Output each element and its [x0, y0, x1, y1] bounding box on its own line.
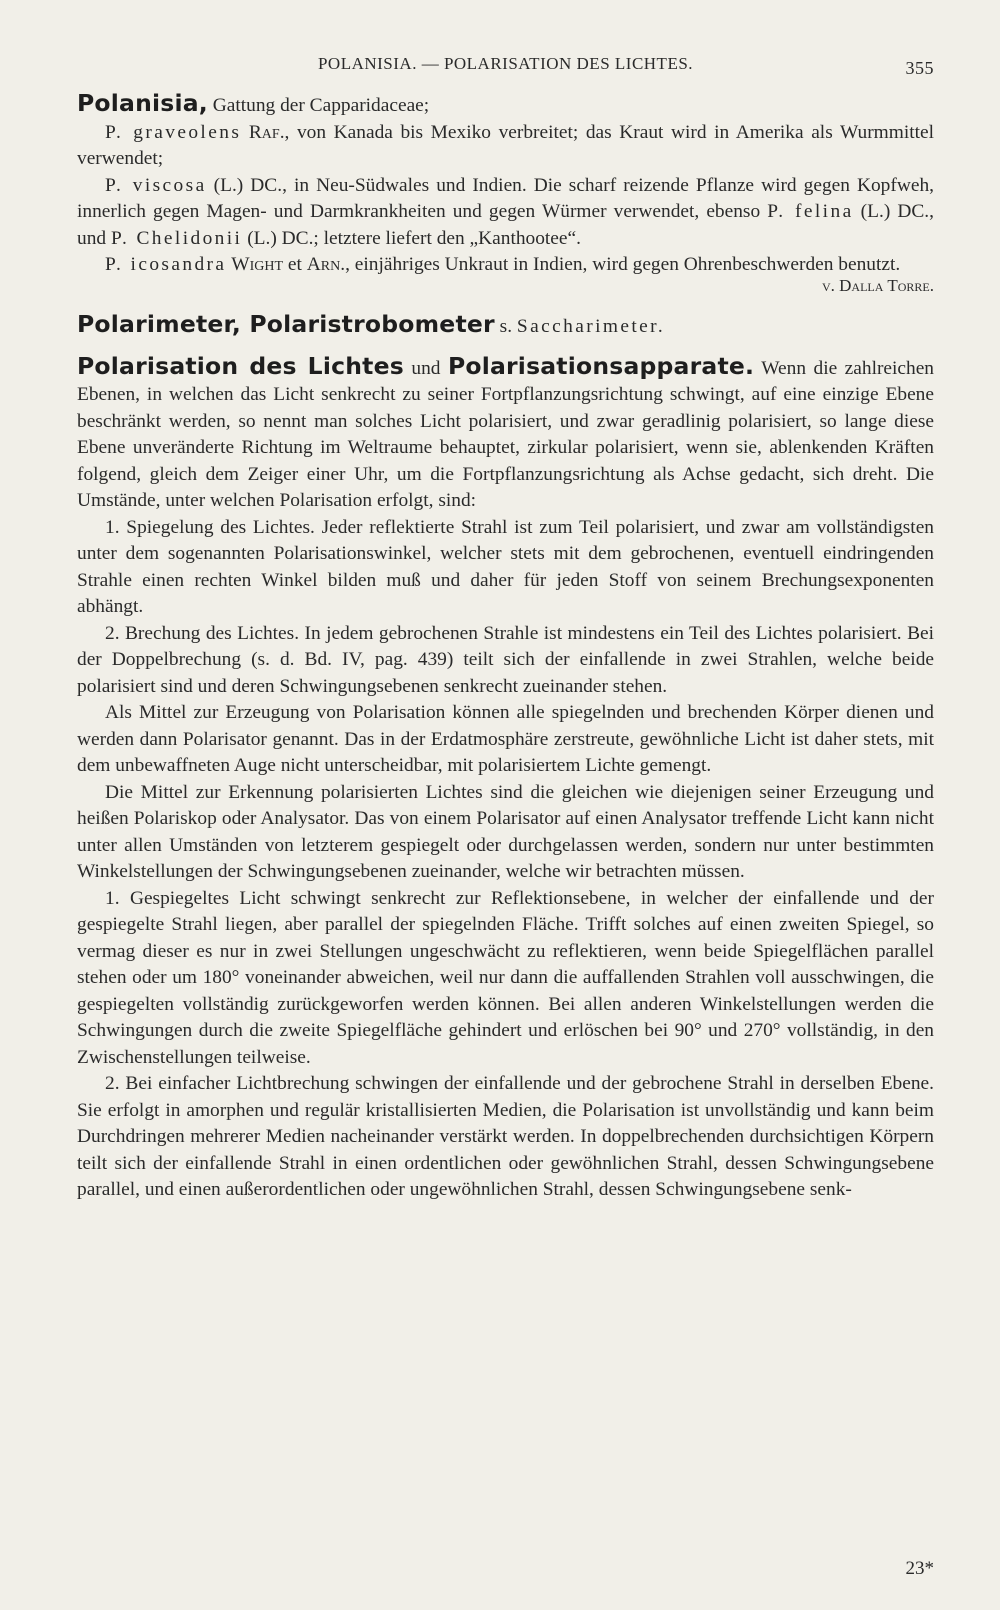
- species-text: , einjähriges Unkraut in Indien, wird gegen Ohrenbeschwerden benutzt.: [345, 254, 901, 275]
- article-body: [77, 90, 934, 1204]
- species-name: P. Chelidonii: [110, 227, 243, 249]
- polarisation-paragraph-6: 1. Gespiegeltes Licht schwingt senkrecht zur Reflektionsebene, in welcher der einfallende und der gespiegelte Strahl liegen, aber parallel der spiegelnden Fläche. Trifft solches auf einen zweiten Spiegel, so vermag dieser es nur in zwei Stellungen ungeschwächt zu reflektieren, wenn beide Spiegelflächen parallel stehen oder um 180° voneinander abweichen, weil nur dann die auffallenden Strahlen voll ausschwingen, die gespiegelten vollständig zurückgeworfen werden können. Bei allen anderen Winkelstellungen werden die Schwingungen durch die zweite Spiegelfläche gehindert und erlöschen bei 90° und 270° vollständig, in den Zwischenstellungen teilweise.: [77, 887, 934, 1068]
- paragraph-text: Wenn die zahlreichen Ebenen, in welchen das Licht senkrecht zu seiner Fortpflanzungsrichtung schwingt, auf eine einzige Ebene beschränkt werden, so nennt man solches Licht polarisiert, und zwar geradlinig polarisiert, so lange diese Ebene unveränderte Richtung im Weltraume behauptet, zirkular polarisiert, wenn sie, ablenkenden Kräften folgend, gleich dem Zeiger einer Uhr, um die Fortpflanzungsrichtung als Achse gedacht, sich dreht. Die Umstände, unter welchen Polarisation erfolgt, sind:: [77, 357, 935, 511]
- polarisation-paragraph-2: 1. Spiegelung des Lichtes. Jeder reflektierte Strahl ist zum Teil polarisiert, und zwar am vollständigsten unter dem sogenannten Polarisationswinkel, welcher stets mit dem gebrochenen, eventuell eindringenden Strahle einen rechten Winkel bilden muß und daher für jeden Stoff von seinem Brechungsexponenten abhängt.: [77, 516, 934, 617]
- species-name: P. graveolens: [105, 121, 242, 143]
- headword-polanisia: Polanisia,: [77, 89, 208, 117]
- species-name: P. felina: [767, 201, 854, 222]
- entry-polarimeter-line: [77, 311, 934, 341]
- species-text: (L.) DC., in Neu-Südwales und Indien. Die scharf reizende Pflanze wird gegen Kopfweh, innerlich gegen Magen- und Darmkrankheiten und gegen Würmer verwendet, ebenso: [77, 174, 934, 222]
- polarisation-paragraph-5: Die Mittel zur Erkennung polarisierten Lichtes sind die gleichen wie diejenigen seiner Erzeugung und heißen Polariskop oder Analysator. Das von einem Polarisator auf einen Analysator treffende Licht kann nicht unter allen Umständen von letzterem gespiegelt oder durchgelassen werden, sondern nur unter bestimmten Winkelstellungen der Schwingungsebenen zueinander, welche wir betrachten müssen.: [77, 781, 934, 882]
- polanisia-species-3: [77, 252, 934, 279]
- headword-polarisation: Polarisation des Lichtes: [77, 351, 404, 380]
- polarisation-paragraph-4: Als Mittel zur Erzeugung von Polarisation können alle spiegelnden und brechenden Körper dienen und werden dann Polarisator genannt. Das in der Erdatmosphäre zerstreute, gewöhnliche Licht ist daher stets, mit dem unbewaffneten Auge nicht unterscheidbar, mit polarisiertem Lichte gemengt.: [77, 702, 934, 776]
- species-text: (L.) DC.; letztere liefert den „Kanthootee“.: [242, 227, 581, 249]
- headword-polarimeter: Polarimeter, Polaristrobometer: [77, 310, 495, 338]
- entry-polanisia-intro: [77, 90, 934, 120]
- species-name: P. viscosa: [105, 174, 207, 196]
- species-text: (L.) DC., und: [77, 201, 934, 249]
- polarisation-paragraph-1: [77, 353, 934, 515]
- cross-ref-prefix: s.: [494, 316, 517, 337]
- printer-signature-mark: 23*: [905, 1558, 934, 1579]
- page-number: 355: [905, 58, 934, 78]
- polanisia-species-2: [77, 173, 934, 253]
- species-author: Raf.: [248, 121, 285, 143]
- species-author: Wight: [231, 254, 284, 275]
- polanisia-intro-text: Gattung der Capparidaceae;: [207, 95, 430, 116]
- species-text: , von Kanada bis Mexiko verbreitet; das Kraut wird in Amerika als Wurmmittel verwendet;: [77, 121, 934, 169]
- cross-ref-target: Saccharimeter.: [516, 316, 666, 337]
- polarisation-paragraph-3: 2. Brechung des Lichtes. In jedem gebrochenen Strahle ist mindestens ein Teil des Lichtes polarisiert. Bei der Doppelbrechung (s. d. Bd. IV, pag. 439) teilt sich der einfallende in zwei Strahlen, welche beide polarisiert sind und deren Schwingungsebenen senkrecht zueinander stehen.: [77, 622, 934, 697]
- running-header: [77, 54, 934, 84]
- species-name: P. icosandra: [105, 254, 227, 275]
- polanisia-species-1: [77, 120, 934, 173]
- species-author: Arn.: [306, 254, 346, 275]
- entry-polarimeter: [77, 311, 934, 341]
- headword-polarisationsapparate: Polarisationsapparate.: [447, 351, 755, 380]
- headword-connector: und: [403, 357, 448, 379]
- entry-polanisia: [77, 90, 934, 299]
- author-signature: v. Dalla Torre.: [821, 275, 934, 295]
- running-title: POLANISIA. — POLARISATION DES LICHTES.: [317, 54, 694, 73]
- species-connector: et: [283, 254, 307, 275]
- entry-polarisation: [77, 353, 934, 1204]
- polarisation-paragraph-7: 2. Bei einfacher Lichtbrechung schwingen der einfallende und der gebrochene Strahl in derselben Ebene. Sie erfolgt in amorphen und regulär kristallisierten Medien, die Polarisation ist unvollständig und kann beim Durchdringen mehrerer Medien nacheinander verstärkt werden. In doppelbrechenden durchsichtigen Körpern teilt sich der einfallende Strahl in einen ordentlichen oder gewöhnlichen Strahl, dessen Schwingungsebene parallel, und einen außerordentlichen oder ungewöhnlichen Strahl, dessen Schwingungsebene senk-: [77, 1073, 934, 1200]
